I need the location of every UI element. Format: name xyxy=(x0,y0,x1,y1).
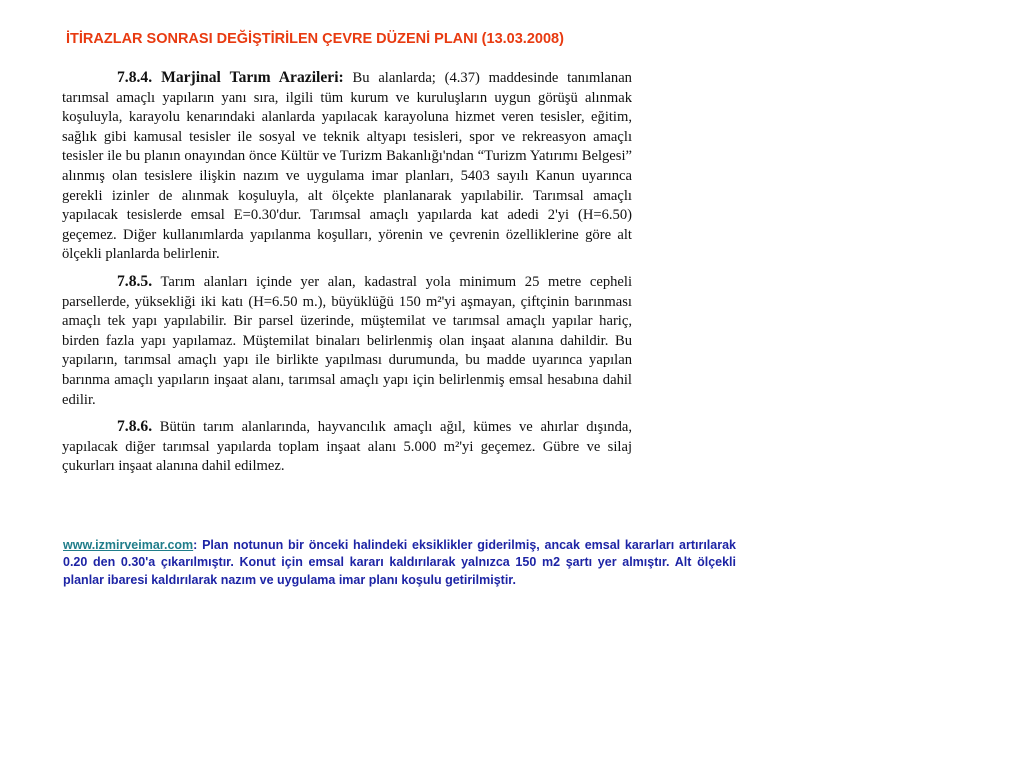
paragraph-text: Tarım alanları içinde yer alan, kadastral yola minimum 25 metre cepheli parsellerde, yüksekliği iki katı (H=6.50 m.), büyüklüğü 150 m²'yi aşmayan, çiftçinin barınması amaçlı tek yapı yapılabilir. Bir parsel üzerinde, müştemilat ve tarımsal amaçlı yapılar hariç, birden fazla yapı yapılamaz. Müştemilat binaları belirlenmiş olan inşaat alanına dahildir. Bu yapıların, tarımsal amaçlı yapı ile birlikte yapılması durumunda, bu madde uyarınca yapılan barınma amaçlı yapıların inşaat alanı, tarımsal amaçlı yapı için belirlenmiş emsal hesabına dahil edilir. xyxy=(62,273,632,408)
website-link[interactable]: www.izmirveimar.com xyxy=(63,538,194,552)
paragraph-7-8-6 xyxy=(62,417,632,477)
paragraph-text: Bu alanlarda; (4.37) maddesinde tanımlanan tarımsal amaçlı yapıların yanı sıra, ilgili tüm kurum ve kuruluşların uygun görüşü alınmak koşuluyla, karayolu kenarındaki alanlarda yapılacak karayoluna hizmet veren tesisler, eğitim, sağlık gibi kamusal tesisler ile sosyal ve teknik altyapı tesisleri, spor ve rekreasyon amaçlı tesisler ile bu planın onayından önce Kültür ve Turizm Bakanlığı'ndan “Turizm Yatırımı Belgesi” alınmış olan tesislere ilişkin nazım ve uygulama imar planları, 5403 sayılı Kanun uyarınca gerekli izinler de alınmak koşuluyla, alt ölçekte planlanarak yapılabilir. Tarımsal amaçlı yapılacak tesislerde emsal E=0.30'dur. Tarımsal amaçlı yapılarda kat adedi 2'yi (H=6.50) geçemez. Diğer kullanımlarda yapılanma koşulları, yörenin ve çevrenin özelliklerine göre alt ölçekli planlarda belirlenir. xyxy=(62,70,632,263)
paragraph-7-8-5 xyxy=(62,272,632,410)
scanned-plan-excerpt xyxy=(62,68,632,508)
paragraph-7-8-4 xyxy=(62,68,632,265)
commentary-text: : Plan notunun bir önceki halindeki eksiklikler giderilmiş, ancak emsal kararları artırılarak 0.20 den 0.30'a çıkarılmıştır. Konut için emsal kararı kaldırılarak yalnızca 150 m2 şartı yer almıştır. Alt ölçekli planlar ibaresi kaldırılarak nazım ve uygulama imar planı koşulu getirilmiştir. xyxy=(63,538,736,587)
paragraph-number: 7.8.6. xyxy=(117,418,153,436)
commentary xyxy=(63,537,736,589)
paragraph-number: 7.8.4. Marjinal Tarım Arazileri: xyxy=(117,69,344,86)
page-title: İTİRAZLAR SONRASI DEĞİŞTİRİLEN ÇEVRE DÜZENİ PLANI (13.03.2008) xyxy=(66,31,564,47)
paragraph-text: Bütün tarım alanlarında, hayvancılık amaçlı ağıl, kümes ve ahırlar dışında, yapılacak diğer tarımsal yapılarda toplam inşaat alanı 5.000 m²'yi geçemez. Gübre ve silaj çukurları inşaat alanına dahil edilmez. xyxy=(62,419,632,475)
paragraph-number: 7.8.5. xyxy=(117,272,153,290)
